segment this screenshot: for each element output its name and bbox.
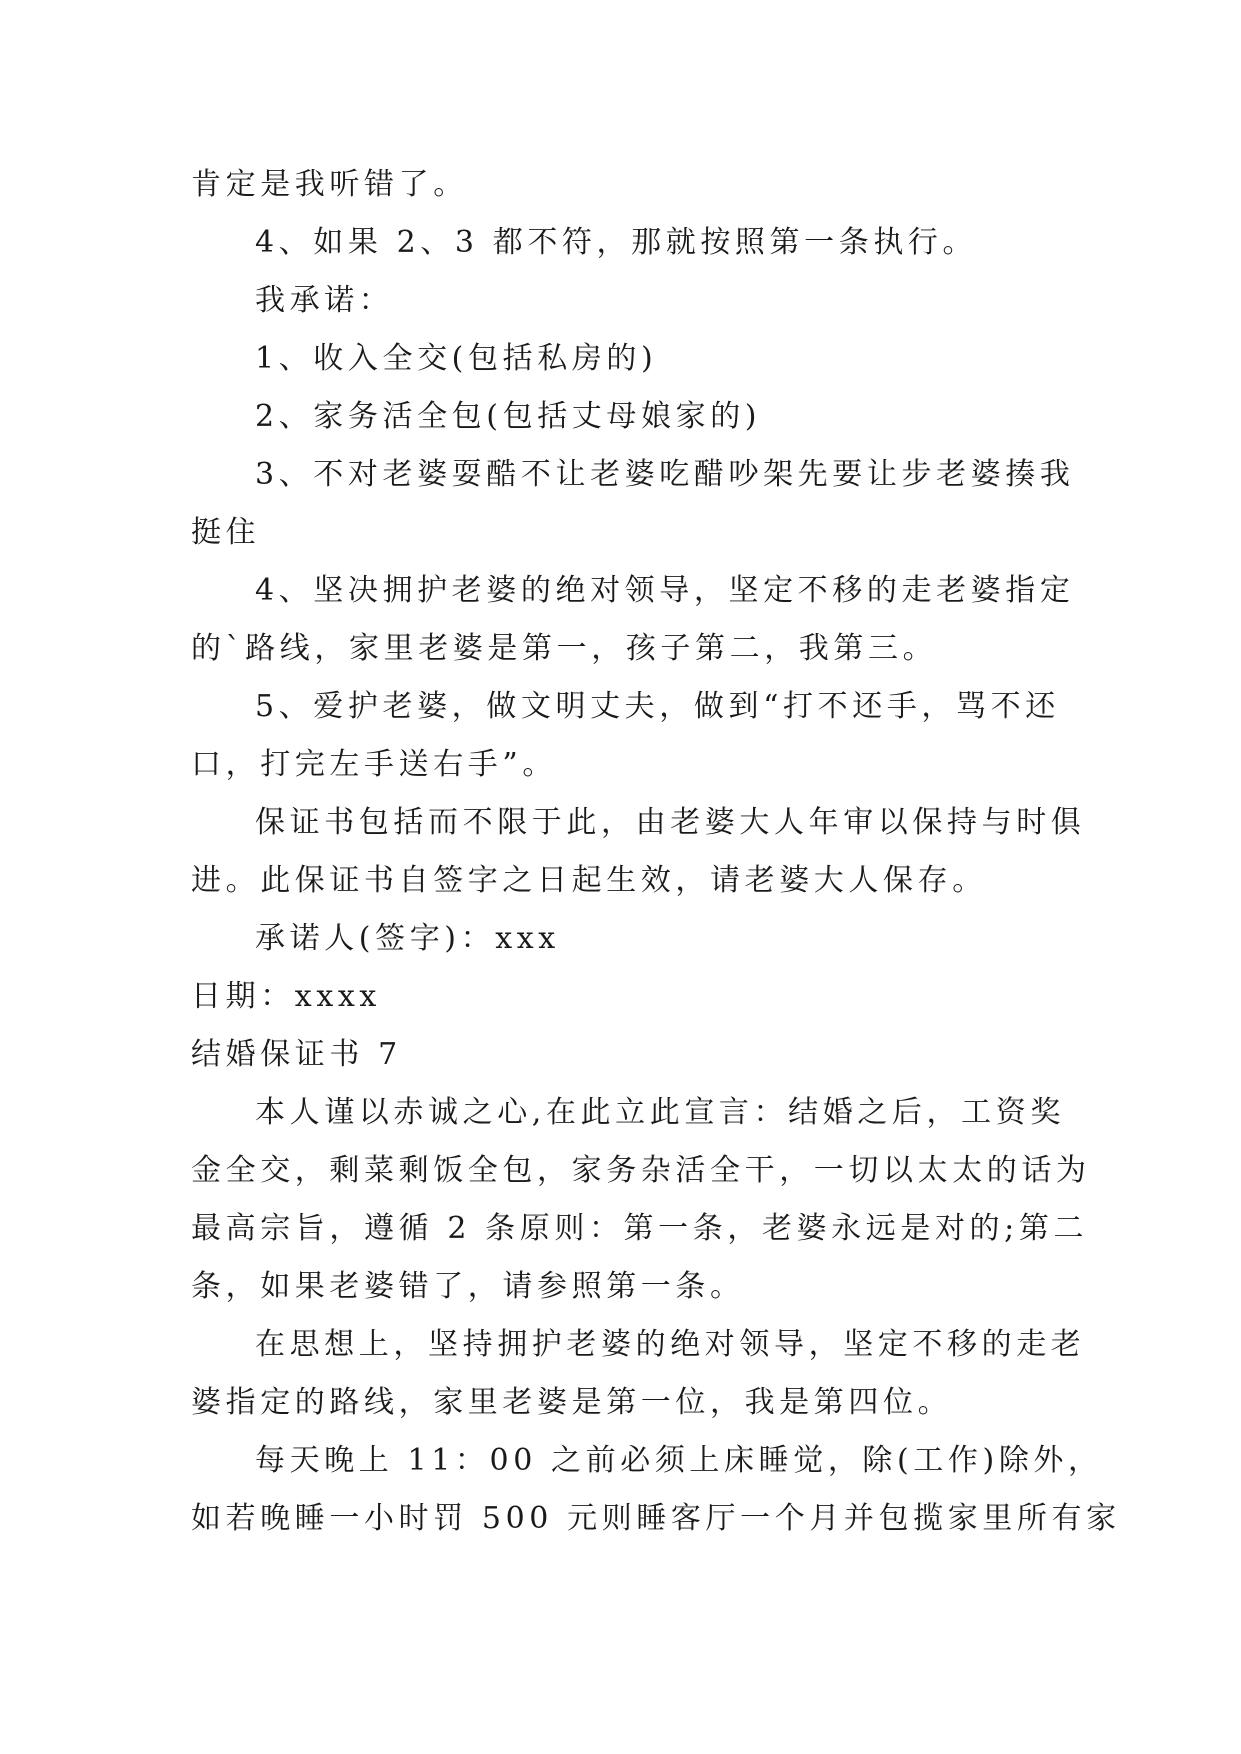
text-line: 1、收入全交(包括私房的) (255, 341, 658, 376)
text-line: 每天晚上 11：00 之前必须上床睡觉，除(工作)除外， (255, 1443, 1103, 1478)
text-line: 本人谨以赤诚之心,在此立此宣言：结婚之后，工资奖 (255, 1095, 1065, 1130)
text-line: 的`路线，家里老婆是第一，孩子第二，我第三。 (191, 631, 938, 666)
text-line: 在思想上，坚持拥护老婆的绝对领导，坚定不移的走老 (255, 1327, 1086, 1362)
text-line: 金全交，剩菜剩饭全包，家务杂活全干，一切以太太的话为 (191, 1153, 1091, 1188)
text-line: 我承诺： (255, 283, 394, 318)
text-line: 4、坚决拥护老婆的绝对领导，坚定不移的走老婆指定 (255, 573, 1075, 608)
text-line: 婆指定的路线，家里老婆是第一位，我是第四位。 (191, 1385, 953, 1420)
text-line: 3、不对老婆耍酷不让老婆吃醋吵架先要让步老婆揍我 (255, 457, 1075, 492)
text-line: 挺住 (191, 515, 261, 550)
text-line: 2、家务活全包(包括丈母娘家的) (255, 399, 762, 434)
signature-line: 承诺人(签字)：xxx (255, 921, 560, 956)
text-line: 如若晚睡一小时罚 500 元则睡客厅一个月并包揽家里所有家 (191, 1501, 1121, 1536)
date-line: 日期：xxxx (191, 979, 381, 1014)
text-line: 4、如果 2、3 都不符，那就按照第一条执行。 (255, 225, 978, 260)
document-body (191, 156, 1121, 1548)
text-line: 肯定是我听错了。 (191, 167, 468, 202)
text-line: 最高宗旨，遵循 2 条原则：第一条，老婆永远是对的;第二 (191, 1211, 1089, 1246)
section-title: 结婚保证书 7 (191, 1037, 402, 1072)
text-line: 口，打完左手送右手”。 (191, 747, 557, 782)
text-line: 保证书包括而不限于此，由老婆大人年审以保持与时俱 (255, 805, 1086, 840)
text-line: 条，如果老婆错了，请参照第一条。 (191, 1269, 745, 1304)
text-line: 5、爱护老婆，做文明丈夫，做到“打不还手，骂不还 (255, 689, 1060, 724)
text-line: 进。此保证书自签字之日起生效，请老婆大人保存。 (191, 863, 987, 898)
